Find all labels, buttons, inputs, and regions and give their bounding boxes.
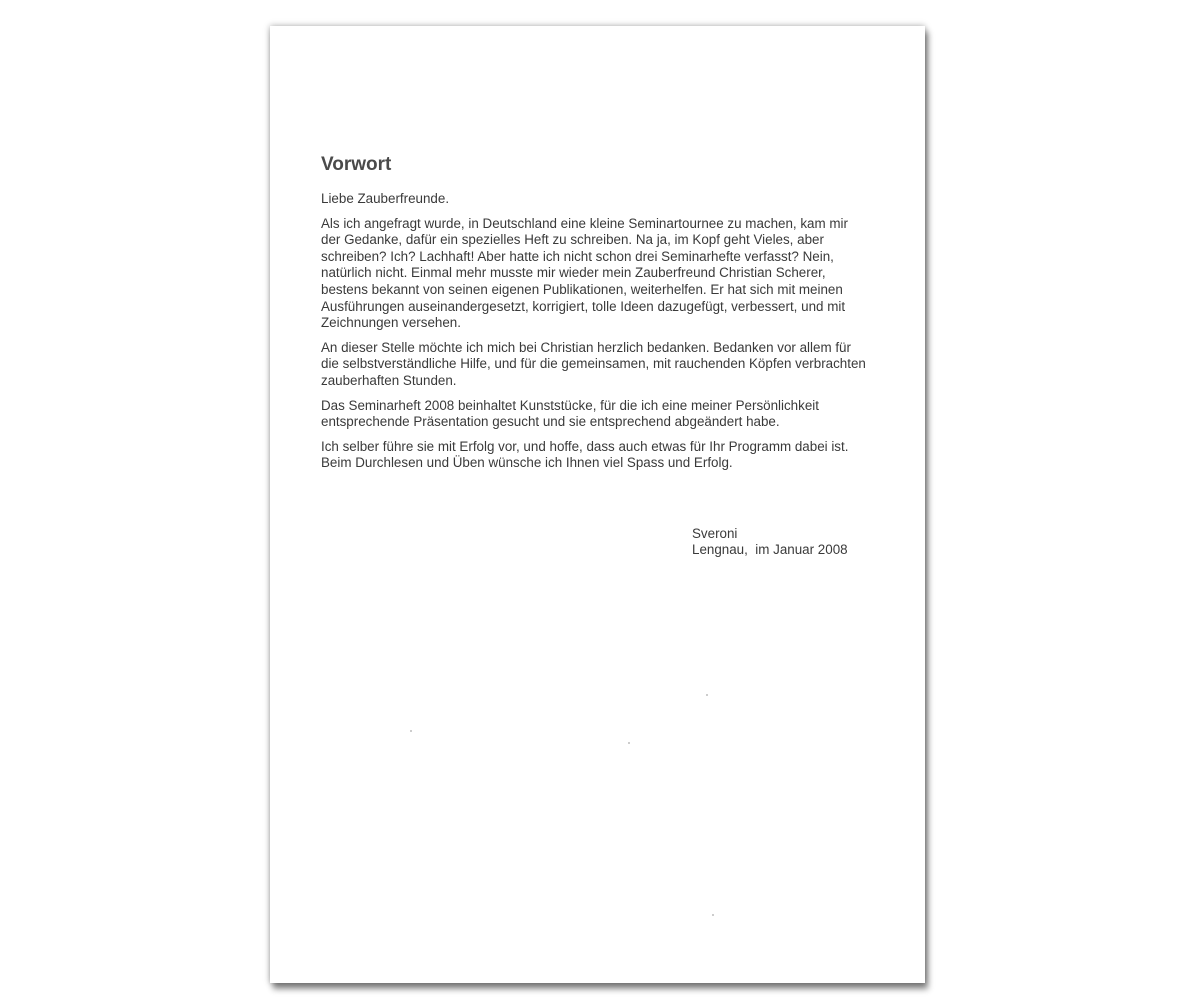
page-content — [321, 154, 866, 480]
scan-speck — [410, 730, 412, 732]
scan-speck — [628, 742, 630, 744]
paragraph-4: Ich selber führe sie mit Erfolg vor, und hoffe, dass auch etwas für Ihr Programm dabei ist. Beim Durchlesen und Üben wünsche ich Ihnen viel Spass und Erfolg. — [321, 438, 849, 471]
paragraph-1: Als ich angefragt wurde, in Deutschland eine kleine Seminartournee zu machen, kam mir der Gedanke, dafür ein spezielles Heft zu schreiben. Na ja, im Kopf geht Vieles, aber schreiben? Ich? Lachhaft! Aber hatte ich nicht schon drei Seminarhefte verfasst? Nein, natürlich nicht. Einmal mehr musste mir wieder mein Zauberfreund Christian Scherer, bestens bekannt von seinen eigenen Publikationen, weiterhelfen. Er hat sich mit meinen Ausführungen auseinandergesetzt, korrigiert, tolle Ideen dazugefügt, verbessert, und mit Zeichnungen versehen. — [321, 215, 848, 331]
signature-block — [692, 526, 848, 558]
scan-speck — [712, 914, 714, 916]
paragraph-2: An dieser Stelle möchte ich mich bei Christian herzlich bedanken. Bedanken vor allem für die selbstverständliche Hilfe, und für die gemeinsamen, mit rauchenden Köpfen verbrachten zauberhaften Stunden. — [321, 339, 866, 388]
signature-name: Sveroni — [692, 526, 738, 541]
scan-speck — [706, 694, 708, 696]
signature-place-date: Lengnau, im Januar 2008 — [692, 542, 848, 557]
salutation: Liebe Zauberfreunde. — [321, 191, 450, 206]
document-page — [270, 26, 925, 983]
page-title: Vorwort — [321, 154, 392, 175]
paragraph-3: Das Seminarheft 2008 beinhaltet Kunststücke, für die ich eine meiner Persönlichkeit entsprechende Präsentation gesucht und sie entsprechend abgeändert habe. — [321, 397, 819, 430]
